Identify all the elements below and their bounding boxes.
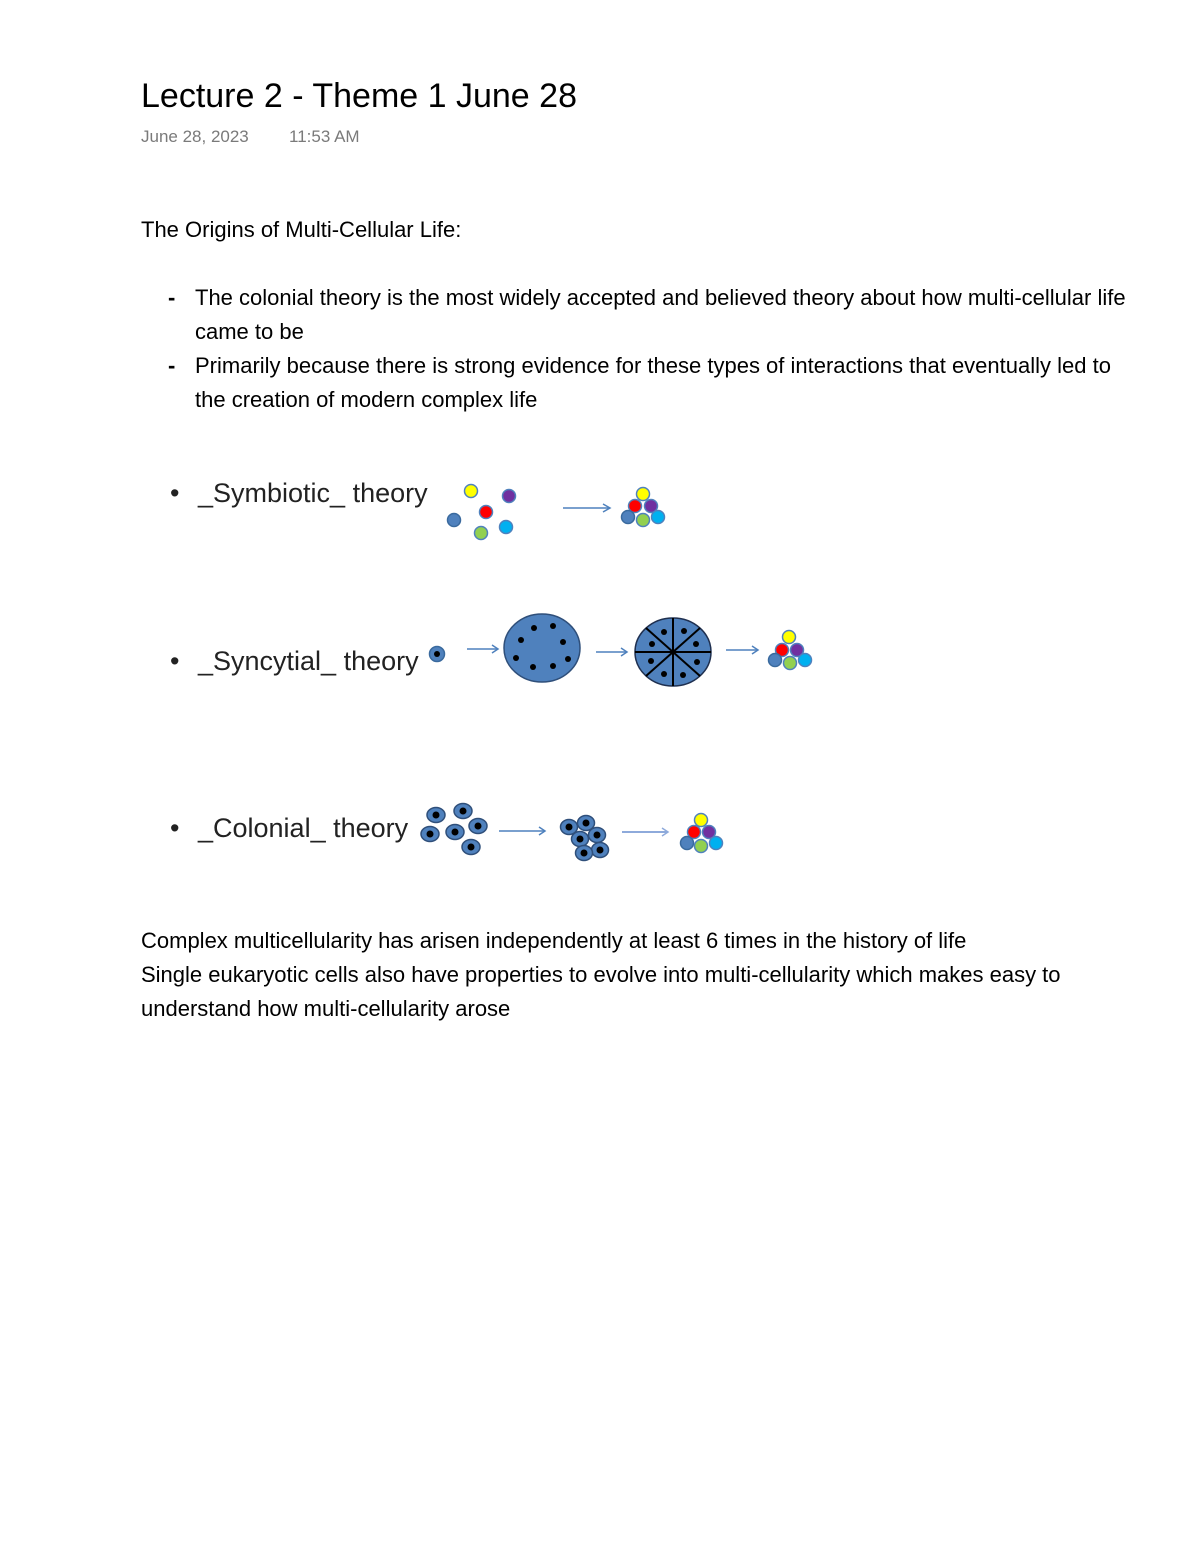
theory-label: _Colonial_ theory [198,813,409,843]
green-cell [637,514,650,527]
yellow-cell [465,485,478,498]
single-nucleus-cell [430,647,445,662]
partitioned-cell [635,618,711,686]
syncytial-diagram [0,605,840,700]
yellow-cell [783,631,796,644]
green-cell [784,657,797,670]
clustered-cells-colony [561,816,609,861]
bullet-dot: • [170,813,180,843]
arrow-icon [467,645,498,653]
list-item [141,349,1131,417]
arrow-icon [622,828,668,836]
blue-cell [448,514,461,527]
blue-cell [622,511,635,524]
cyan-cell [710,837,723,850]
cyan-cell [652,511,665,524]
list-item [141,281,1131,349]
cyan-cell [799,654,812,667]
symbiotic-diagram [0,470,700,550]
purple-cell [503,490,516,503]
arrow-icon [596,648,627,656]
multinucleate-cell [504,614,580,682]
dash-marker: - [168,285,176,310]
section-heading: The Origins of Multi-Cellular Life: [141,217,462,242]
combined-cells-cluster [622,488,665,527]
arrow-icon [499,827,545,835]
list-item-text: Primarily because there is strong evidence for these types of interactions that eventually led to the creation of modern complex life [195,353,1111,412]
summary-line: Single eukaryotic cells also have properties to evolve into multi-cellularity which makes easy to understand how multi-cellularity arose [141,962,1061,1021]
cyan-cell [500,521,513,534]
list-item-text: The colonial theory is the most widely accepted and believed theory about how multi-cellular life came to be [195,285,1126,344]
combined-cells-cluster [769,631,812,670]
page-time: 11:53 AM [289,127,360,146]
dash-marker: - [168,353,176,378]
theory-label: _Symbiotic_ theory [198,478,428,508]
yellow-cell [637,488,650,501]
bullet-list [141,281,1131,417]
page-title: Lecture 2 - Theme 1 June 28 [141,77,577,115]
page-date: June 28, 2023 [141,127,249,146]
bullet-dot: • [170,646,180,676]
combined-cells-cluster [681,814,723,853]
theory-label: _Syncytial_ theory [198,646,419,676]
red-cell [480,506,493,519]
bullet-dot: • [170,478,180,508]
arrow-icon [726,646,758,654]
green-cell [695,840,708,853]
arrow-icon [563,504,610,512]
summary-line: Complex multicellularity has arisen independently at least 6 times in the history of life [141,928,967,953]
scattered-cells-cluster [421,804,487,855]
separate-cells-cluster [448,485,516,540]
colonial-diagram [0,800,740,870]
blue-cell [769,654,782,667]
blue-cell [681,837,694,850]
green-cell [475,527,488,540]
yellow-cell [695,814,708,827]
summary-paragraph [141,924,1141,1026]
